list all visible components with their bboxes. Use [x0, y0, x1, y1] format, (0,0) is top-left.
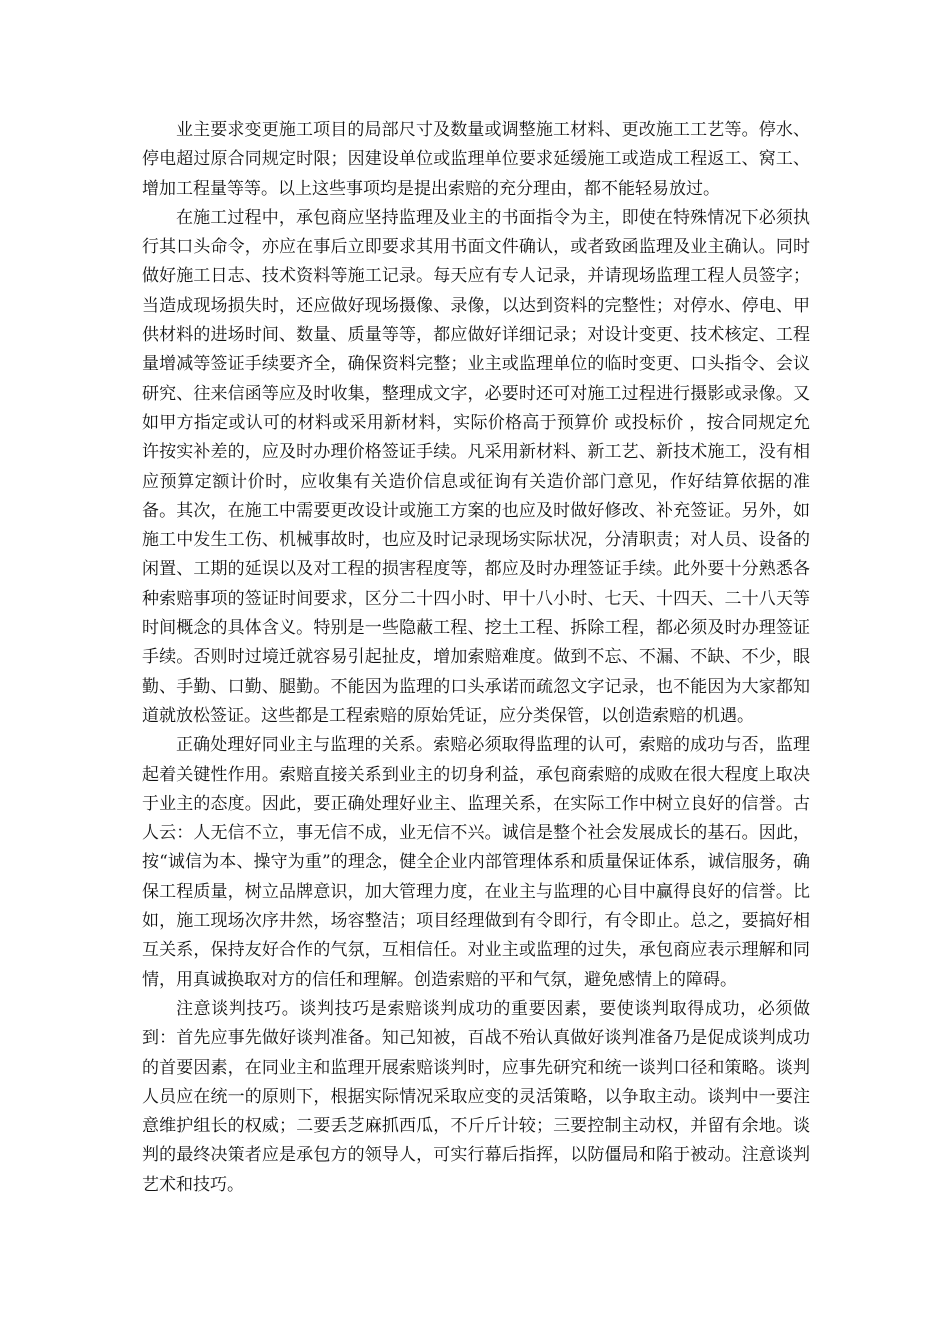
document-body: [142, 116, 810, 1200]
paragraph-negotiation-skills: 注意谈判技巧。谈判技巧是索赔谈判成功的重要因素，要使谈判取得成功，必须做到：首先应事先做好谈判准备。知己知被，百战不殆认真做好谈判准备乃是促成谈判成功的首要因素，在同业主和监理开展索赔谈判时，应事先研究和统一谈判口径和策略。谈判人员应在统一的原则下，根据实际情况采取应变的灵活策略，以争取主动。谈判中一要注意维护组长的权威；二要丢芝麻抓西瓜，不斤斤计较；三要控制主动权，并留有余地。谈判的最终决策者应是承包方的领导人，可实行幕后指挥，以防僵局和陷于被动。注意谈判艺术和技巧。: [142, 998, 810, 1195]
paragraph-records-and-certification: 在施工过程中，承包商应坚持监理及业主的书面指令为主，即使在特殊情况下必须执行其口头命令，亦应在事后立即要求其用书面文件确认，或者致函监理及业主确认。同时做好施工日志、技术资料等施工记录。每天应有专人记录，并请现场监理工程人员签字；当造成现场损失时，还应做好现场摄像、录像，以达到资料的完整性；对停水、停电、甲供材料的进场时间、数量、质量等等，都应做好详细记录；对设计变更、技术核定、工程量增减等签证手续要齐全，确保资料完整；业主或监理单位的临时变更、口头指令、会议研究、往来信函等应及时收集，整理成文字，必要时还可对施工过程进行摄影或录像。又如甲方指定或认可的材料或采用新材料，实际价格高于预算价 或投标价 ，按合同规定允许按实补差的，应及时办理价格签证手续。凡采用新材料、新工艺、新技术施工，没有相应预算定额计价时，应收集有关造价信息或征询有关造价部门意见，作好结算依据的准备。其次，在施工中需要更改设计或施工方案的也应及时做好修改、补充签证。另外，如施工中发生工伤、机械事故时，也应及时记录现场实际状况，分清职责；对人员、设备的闲置、工期的延误以及对工程的损害程度等，都应及时办理签证手续。此外要十分熟悉各种索赔事项的签证时间要求，区分二十四小时、甲十八小时、七天、十四天、二十八天等时间概念的具体含义。特别是一些隐蔽工程、挖土工程、拆除工程，都必须及时办理签证手续。否则时过境迁就容易引起扯皮，增加索赔难度。做到不忘、不漏、不缺、不少，眼勤、手勤、口勤、腿勤。不能因为监理的口头承诺而疏忽文字记录，也不能因为大家都知道就放松签证。这些都是工程索赔的原始凭证，应分类保管，以创造索赔的机遇。: [142, 207, 810, 726]
paragraph-changes-and-delays: 业主要求变更施工项目的局部尺寸及数量或调整施工材料、更改施工工艺等。停水、停电超过原合同规定时限；因建设单位或监理单位要求延缓施工或造成工程返工、窝工、增加工程量等等。以上这些事项均是提出索赔的充分理由，都不能轻易放过。: [142, 120, 810, 199]
paragraph-owner-supervisor-relations: 正确处理好同业主与监理的关系。索赔必须取得监理的认可，索赔的成功与否，监理起着关键性作用。索赔直接关系到业主的切身利益，承包商索赔的成败在很大程度上取决于业主的态度。因此，要正确处理好业主、监理关系，在实际工作中树立良好的信誉。古人云：人无信不立，事无信不成，业无信不兴。诚信是整个社会发展成长的基石。因此，按“诚信为本、操守为重”的理念，健全企业内部管理体系和质量保证体系，诚信服务，确保工程质量，树立品牌意识，加大管理力度，在业主与监理的心目中赢得良好的信誉。比如，施工现场次序井然，场容整洁；项目经理做到有令即行，有令即止。总之，要搞好相互关系，保持友好合作的气氛，互相信任。对业主或监理的过失，承包商应表示理解和同情，用真诚换取对方的信任和理解。创造索赔的平和气氛，避免感情上的障碍。: [142, 735, 810, 990]
